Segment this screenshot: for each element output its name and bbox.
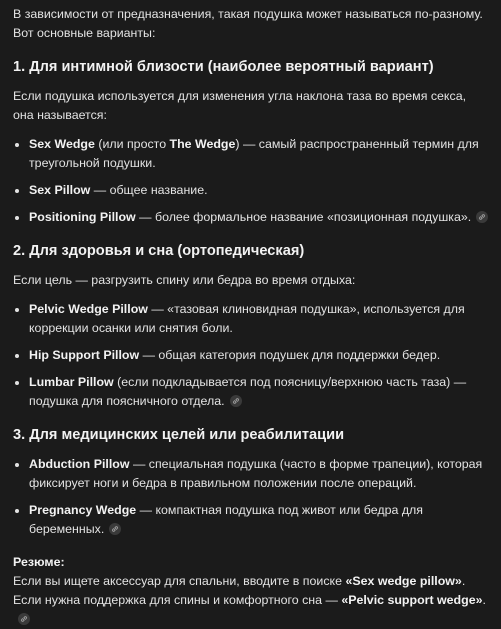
summary [13, 553, 489, 629]
text-run: — общая категория подушек для поддержки бедер. [139, 348, 441, 362]
section-heading: 3. Для медицинских целей или реабилитации [13, 427, 345, 443]
bold-term: Pelvic Wedge Pillow [29, 302, 148, 316]
text-run: ) — самый распространенный термин для треугольной подушки. [29, 137, 479, 170]
list-item [13, 135, 489, 173]
bold-term: «Sex wedge pillow» [345, 574, 462, 588]
source-link-icon[interactable] [230, 395, 242, 407]
text-run: (если подкладывается под поясницу/верхнюю часть таза) — подушка для поясничного отдела. [29, 375, 467, 408]
bold-term: «Pelvic support wedge» [341, 593, 483, 607]
bold-term: Sex Wedge [29, 137, 95, 151]
intro-text: В зависимости от предназначения, такая подушка может называться по-разному. Вот основные варианты: [13, 7, 483, 40]
list-item [13, 373, 489, 411]
bold-term: Hip Support Pillow [29, 348, 140, 362]
list-item [13, 346, 489, 365]
bold-term: Lumbar Pillow [29, 375, 114, 389]
bullet-list [13, 300, 489, 411]
list-item [13, 300, 489, 338]
bullet-list [13, 135, 489, 227]
section-heading: 1. Для интимной близости (наиболее вероятный вариант) [13, 59, 434, 75]
bold-term: Pregnancy Wedge [29, 503, 137, 517]
source-link-icon[interactable] [476, 211, 488, 223]
text-run: — более формальное название «позиционная подушка». [135, 210, 472, 224]
list-item [13, 455, 489, 493]
sections [13, 57, 489, 539]
bullet-list [13, 455, 489, 539]
list-item [13, 181, 489, 200]
text-run: — «тазовая клиновидная подушка», используется для коррекции осанки или снятия боли. [29, 302, 465, 335]
section-intro: Если подушка используется для изменения угла наклона таза во время секса, она называется: [13, 89, 467, 122]
text-run: — компактная подушка под живот или бедра для беременных. [29, 503, 423, 536]
section-intro: Если цель — разгрузить спину или бедра во время отдыха: [13, 273, 356, 287]
text-run: . Если нужна поддержка для спины и комфортного сна — [13, 574, 466, 607]
summary-text [13, 572, 489, 629]
text-run: (или просто [94, 137, 170, 151]
list-item [13, 208, 489, 227]
text-run: — общее название. [90, 183, 208, 197]
bold-term: The Wedge [169, 137, 236, 151]
summary-title: Резюме: [13, 555, 65, 569]
bold-term: Sex Pillow [29, 183, 91, 197]
source-link-icon[interactable] [18, 613, 30, 625]
section-heading: 2. Для здоровья и сна (ортопедическая) [13, 243, 305, 259]
source-link-icon[interactable] [109, 523, 121, 535]
bold-term: Positioning Pillow [29, 210, 136, 224]
bold-term: Abduction Pillow [29, 457, 130, 471]
text-run: — специальная подушка (часто в форме трапеции), которая фиксирует ноги и бедра в правильном положении после операций. [29, 457, 483, 490]
list-item [13, 501, 489, 539]
text-run: . [482, 593, 486, 607]
text-run: Если вы ищете аксессуар для спальни, вводите в поиске [13, 574, 346, 588]
